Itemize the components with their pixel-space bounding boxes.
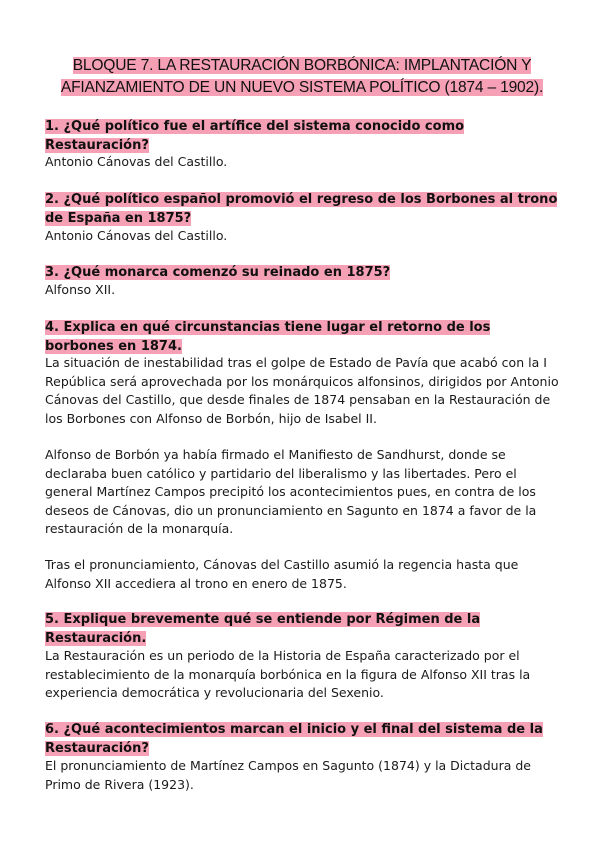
answer-4-paragraph-1: La situación de inestabilidad tras el golpe de Estado de Pavía que acabó con la I República será aprovechada por los monárquicos alfonsinos, dirigidos por Antonio Cánovas del Castillo, que desde finales de 1874 pensaban en la Restauración de los Borbones con Alfonso de Borbón, hijo de Isabel II. xyxy=(45,355,559,426)
question-1-text: 1. ¿Qué político fue el artífice del sistema conocido como Restauración? xyxy=(45,119,465,153)
question-5-text: 5. Explique brevemente qué se entiende por Régimen de la Restauración. xyxy=(45,612,481,646)
answer-6: El pronunciamiento de Martínez Campos en Sagunto (1874) y la Dictadura de Primo de Rivera (1923). xyxy=(45,758,531,792)
question-3 xyxy=(45,263,560,282)
question-1 xyxy=(45,117,560,155)
question-6 xyxy=(45,720,560,758)
document-title-text: BLOQUE 7. LA RESTAURACIÓN BORBÓNICA: IMPLANTACIÓN Y AFIANZAMIENTO DE UN NUEVO SISTEMA POLÍTICO (1874 – 1902). xyxy=(60,57,544,96)
question-3-text: 3. ¿Qué monarca comenzó su reinado en 1875? xyxy=(45,265,391,280)
question-4-text: 4. Explica en qué circunstancias tiene lugar el retorno de los borbones en 1874. xyxy=(45,320,491,354)
answer-4-paragraph-3: Tras el pronunciamiento, Cánovas del Castillo asumió la regencia hasta que Alfonso XII accediera al trono en enero de 1875. xyxy=(45,557,519,591)
question-2-text: 2. ¿Qué político español promovió el regreso de los Borbones al trono de España en 1875? xyxy=(45,192,558,226)
answer-4-paragraph-2: Alfonso de Borbón ya había firmado el Manifiesto de Sandhurst, donde se declaraba buen católico y partidario del liberalismo y las libertades. Pero el general Martínez Campos precipitó los acontecimientos pues, en contra de los deseos de Cánovas, dio un pronunciamiento en Sagunto en 1874 a favor de la restauración de la monarquía. xyxy=(45,447,537,536)
question-4 xyxy=(45,318,560,356)
answer-5: La Restauración es un periodo de la Historia de España caracterizado por el restablecimiento de la monarquía borbónica en la figura de Alfonso XII tras la experiencia democrática y revolucionaria del Sexenio. xyxy=(45,648,531,700)
answer-2: Antonio Cánovas del Castillo. xyxy=(45,228,228,243)
answer-1: Antonio Cánovas del Castillo. xyxy=(45,154,228,169)
question-2 xyxy=(45,190,560,228)
document-title xyxy=(40,55,564,99)
answer-3: Alfonso XII. xyxy=(45,282,116,297)
question-5 xyxy=(45,610,560,648)
question-6-text: 6. ¿Qué acontecimientos marcan el inicio y el final del sistema de la Restauración? xyxy=(45,722,543,756)
